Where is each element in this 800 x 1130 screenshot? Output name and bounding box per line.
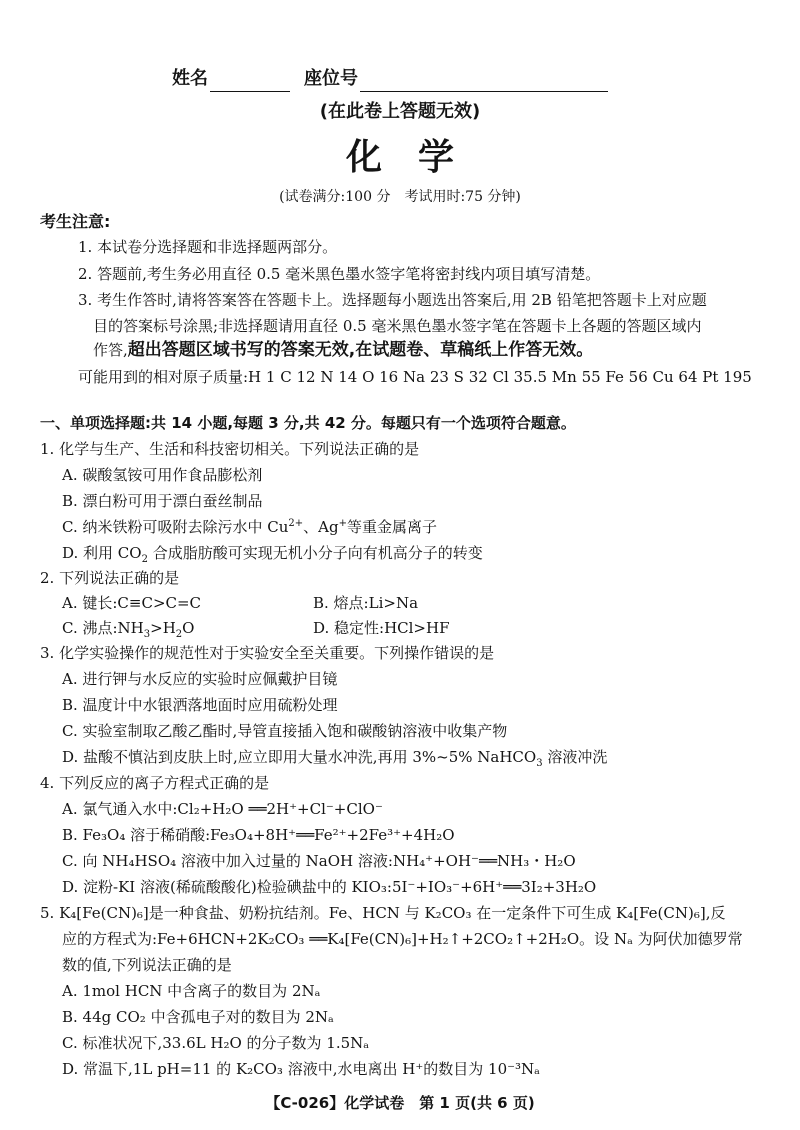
q2-option-a: A. 键长:C≡C>C=C bbox=[62, 594, 202, 612]
q1-c-charge-1: 2+ bbox=[288, 518, 304, 529]
name-label: 姓名 bbox=[172, 68, 208, 89]
q2-c-sub-1: 3 bbox=[143, 629, 151, 640]
q3-d-text: D. 盐酸不慎沾到皮肤上时,应立即用大量水冲洗,再用 3%~5% NaHCO bbox=[62, 748, 537, 766]
q3-d-text-end: 溶液冲洗 bbox=[542, 748, 608, 766]
q3-option-a: A. 进行钾与水反应的实验时应佩戴护目镜 bbox=[62, 670, 338, 688]
q1-option-a: A. 碳酸氢铵可用作食品膨松剂 bbox=[62, 466, 263, 484]
q4-stem: 4. 下列反应的离子方程式正确的是 bbox=[40, 774, 270, 792]
q2-c-sub-2: 2 bbox=[175, 629, 183, 640]
q1-c-text-end: 等重金属离子 bbox=[346, 518, 437, 536]
q2-c-text-mid: >H bbox=[150, 619, 176, 637]
section-title: 一、单项选择题:共 14 小题,每题 3 分,共 42 分。每题只有一个选项符合题意。 bbox=[40, 414, 576, 432]
q2-option-c bbox=[62, 617, 194, 639]
name-blank bbox=[210, 73, 290, 92]
notice-item-2: 2. 答题前,考生务必用直径 0.5 毫米黑色墨水签字笔将密封线内项目填写清楚。 bbox=[78, 265, 601, 283]
invalid-note: (在此卷上答题无效) bbox=[319, 101, 481, 122]
q1-d-text: D. 利用 CO bbox=[62, 544, 142, 562]
q4-option-c: C. 向 NH₄HSO₄ 溶液中加入过量的 NaOH 溶液:NH₄⁺+OH⁻══NH₃・H₂O bbox=[62, 852, 576, 870]
q1-stem: 1. 化学与生产、生活和科技密切相关。下列说法正确的是 bbox=[40, 440, 420, 458]
q3-stem bbox=[40, 642, 494, 664]
notice-item-3-line-2: 目的答案标号涂黑;非选择题请用直径 0.5 毫米黑色墨水签字笔在答题卡上各题的答题区域内 bbox=[93, 317, 702, 335]
q3-stem-text: 3. 化学实验操作的规范性对于实验安全至关重要。下列操作错误的是 bbox=[40, 644, 495, 662]
atomic-masses: 可能用到的相对原子质量:H 1 C 12 N 14 O 16 Na 23 S 32 Cl 35.5 Mn 55 Fe 56 Cu 64 Pt 195 bbox=[78, 368, 752, 386]
q5-option-d: D. 常温下,1L pH=11 的 K₂CO₃ 溶液中,水电离出 H⁺的数目为 10⁻³Nₐ bbox=[62, 1060, 540, 1078]
q4-option-b: B. Fe₃O₄ 溶于稀硝酸:Fe₃O₄+8H⁺══Fe²⁺+2Fe³⁺+4H₂O bbox=[62, 826, 455, 844]
q1-option-c bbox=[62, 516, 437, 538]
name-seat-line bbox=[172, 66, 608, 92]
q2-c-text-end: O bbox=[182, 619, 195, 637]
q1-c-text-mid: 、Ag bbox=[303, 518, 339, 536]
notice-item-3-emphasis: 超出答题区域书写的答案无效,在试题卷、草稿纸上作答无效。 bbox=[127, 340, 594, 360]
q3-option-d bbox=[62, 746, 607, 768]
q3-option-b: B. 温度计中水银洒落地面时应用硫粉处理 bbox=[62, 696, 338, 714]
q5-option-b: B. 44g CO₂ 中含孤电子对的数目为 2Nₐ bbox=[62, 1008, 334, 1026]
notice-item-3-plain: 作答, bbox=[93, 341, 128, 359]
page-footer: 【C-026】化学试卷 第 1 页(共 6 页) bbox=[265, 1094, 535, 1112]
q2-option-d: D. 稳定性:HCl>HF bbox=[313, 619, 450, 637]
q5-stem-line-1: 5. K₄[Fe(CN)₆]是一种食盐、奶粉抗结剂。Fe、HCN 与 K₂CO₃ 在一定条件下可生成 K₄[Fe(CN)₆],反 bbox=[40, 904, 726, 922]
q4-option-d: D. 淀粉-KI 溶液(稀硫酸酸化)检验碘盐中的 KIO₃:5I⁻+IO₃⁻+6H⁺══3I₂+3H₂O bbox=[62, 878, 597, 896]
seat-blank bbox=[360, 73, 608, 92]
q3-option-c: C. 实验室制取乙酸乙酯时,导管直接插入饱和碳酸钠溶液中收集产物 bbox=[62, 722, 508, 740]
q4-option-a: A. 氯气通入水中:Cl₂+H₂O ══2H⁺+Cl⁻+ClO⁻ bbox=[62, 800, 383, 818]
q1-option-b: B. 漂白粉可用于漂白蚕丝制品 bbox=[62, 492, 263, 510]
q2-c-text: C. 沸点:NH bbox=[62, 619, 144, 637]
q1-d-subscript: 2 bbox=[141, 554, 148, 565]
q5-stem-line-3: 数的值,下列说法正确的是 bbox=[62, 956, 232, 974]
notice-item-3-line-3 bbox=[93, 339, 593, 361]
notice-title: 考生注意: bbox=[40, 212, 111, 231]
q2-option-b: B. 熔点:Li>Na bbox=[313, 594, 419, 612]
seat-label: 座位号 bbox=[304, 68, 358, 89]
notice-item-3-line-1: 3. 考生作答时,请将答案答在答题卡上。选择题每小题选出答案后,用 2B 铅笔把答题卡上对应题 bbox=[78, 291, 707, 309]
q1-c-charge-2: + bbox=[338, 518, 347, 529]
q5-option-c: C. 标准状况下,33.6L H₂O 的分子数为 1.5Nₐ bbox=[62, 1034, 370, 1052]
q1-d-text-end: 合成脂肪酸可实现无机小分子向有机高分子的转变 bbox=[147, 544, 483, 562]
notice-item-1: 1. 本试卷分选择题和非选择题两部分。 bbox=[78, 238, 338, 256]
q5-option-a: A. 1mol HCN 中含离子的数目为 2Nₐ bbox=[62, 982, 321, 1000]
q1-c-text: C. 纳米铁粉可吸附去除污水中 Cu bbox=[62, 518, 289, 536]
exam-info: (试卷满分:100 分 考试用时:75 分钟) bbox=[279, 189, 521, 205]
page-title: 化 学 bbox=[345, 137, 454, 178]
q3-d-subscript: 3 bbox=[536, 758, 543, 769]
q5-stem-line-2: 应的方程式为:Fe+6HCN+2K₂CO₃ ══K₄[Fe(CN)₆]+H₂↑+2CO₂↑+2H₂O。设 Nₐ 为阿伏加德罗常 bbox=[62, 930, 743, 948]
q2-stem: 2. 下列说法正确的是 bbox=[40, 569, 180, 587]
q1-option-d bbox=[62, 542, 483, 564]
